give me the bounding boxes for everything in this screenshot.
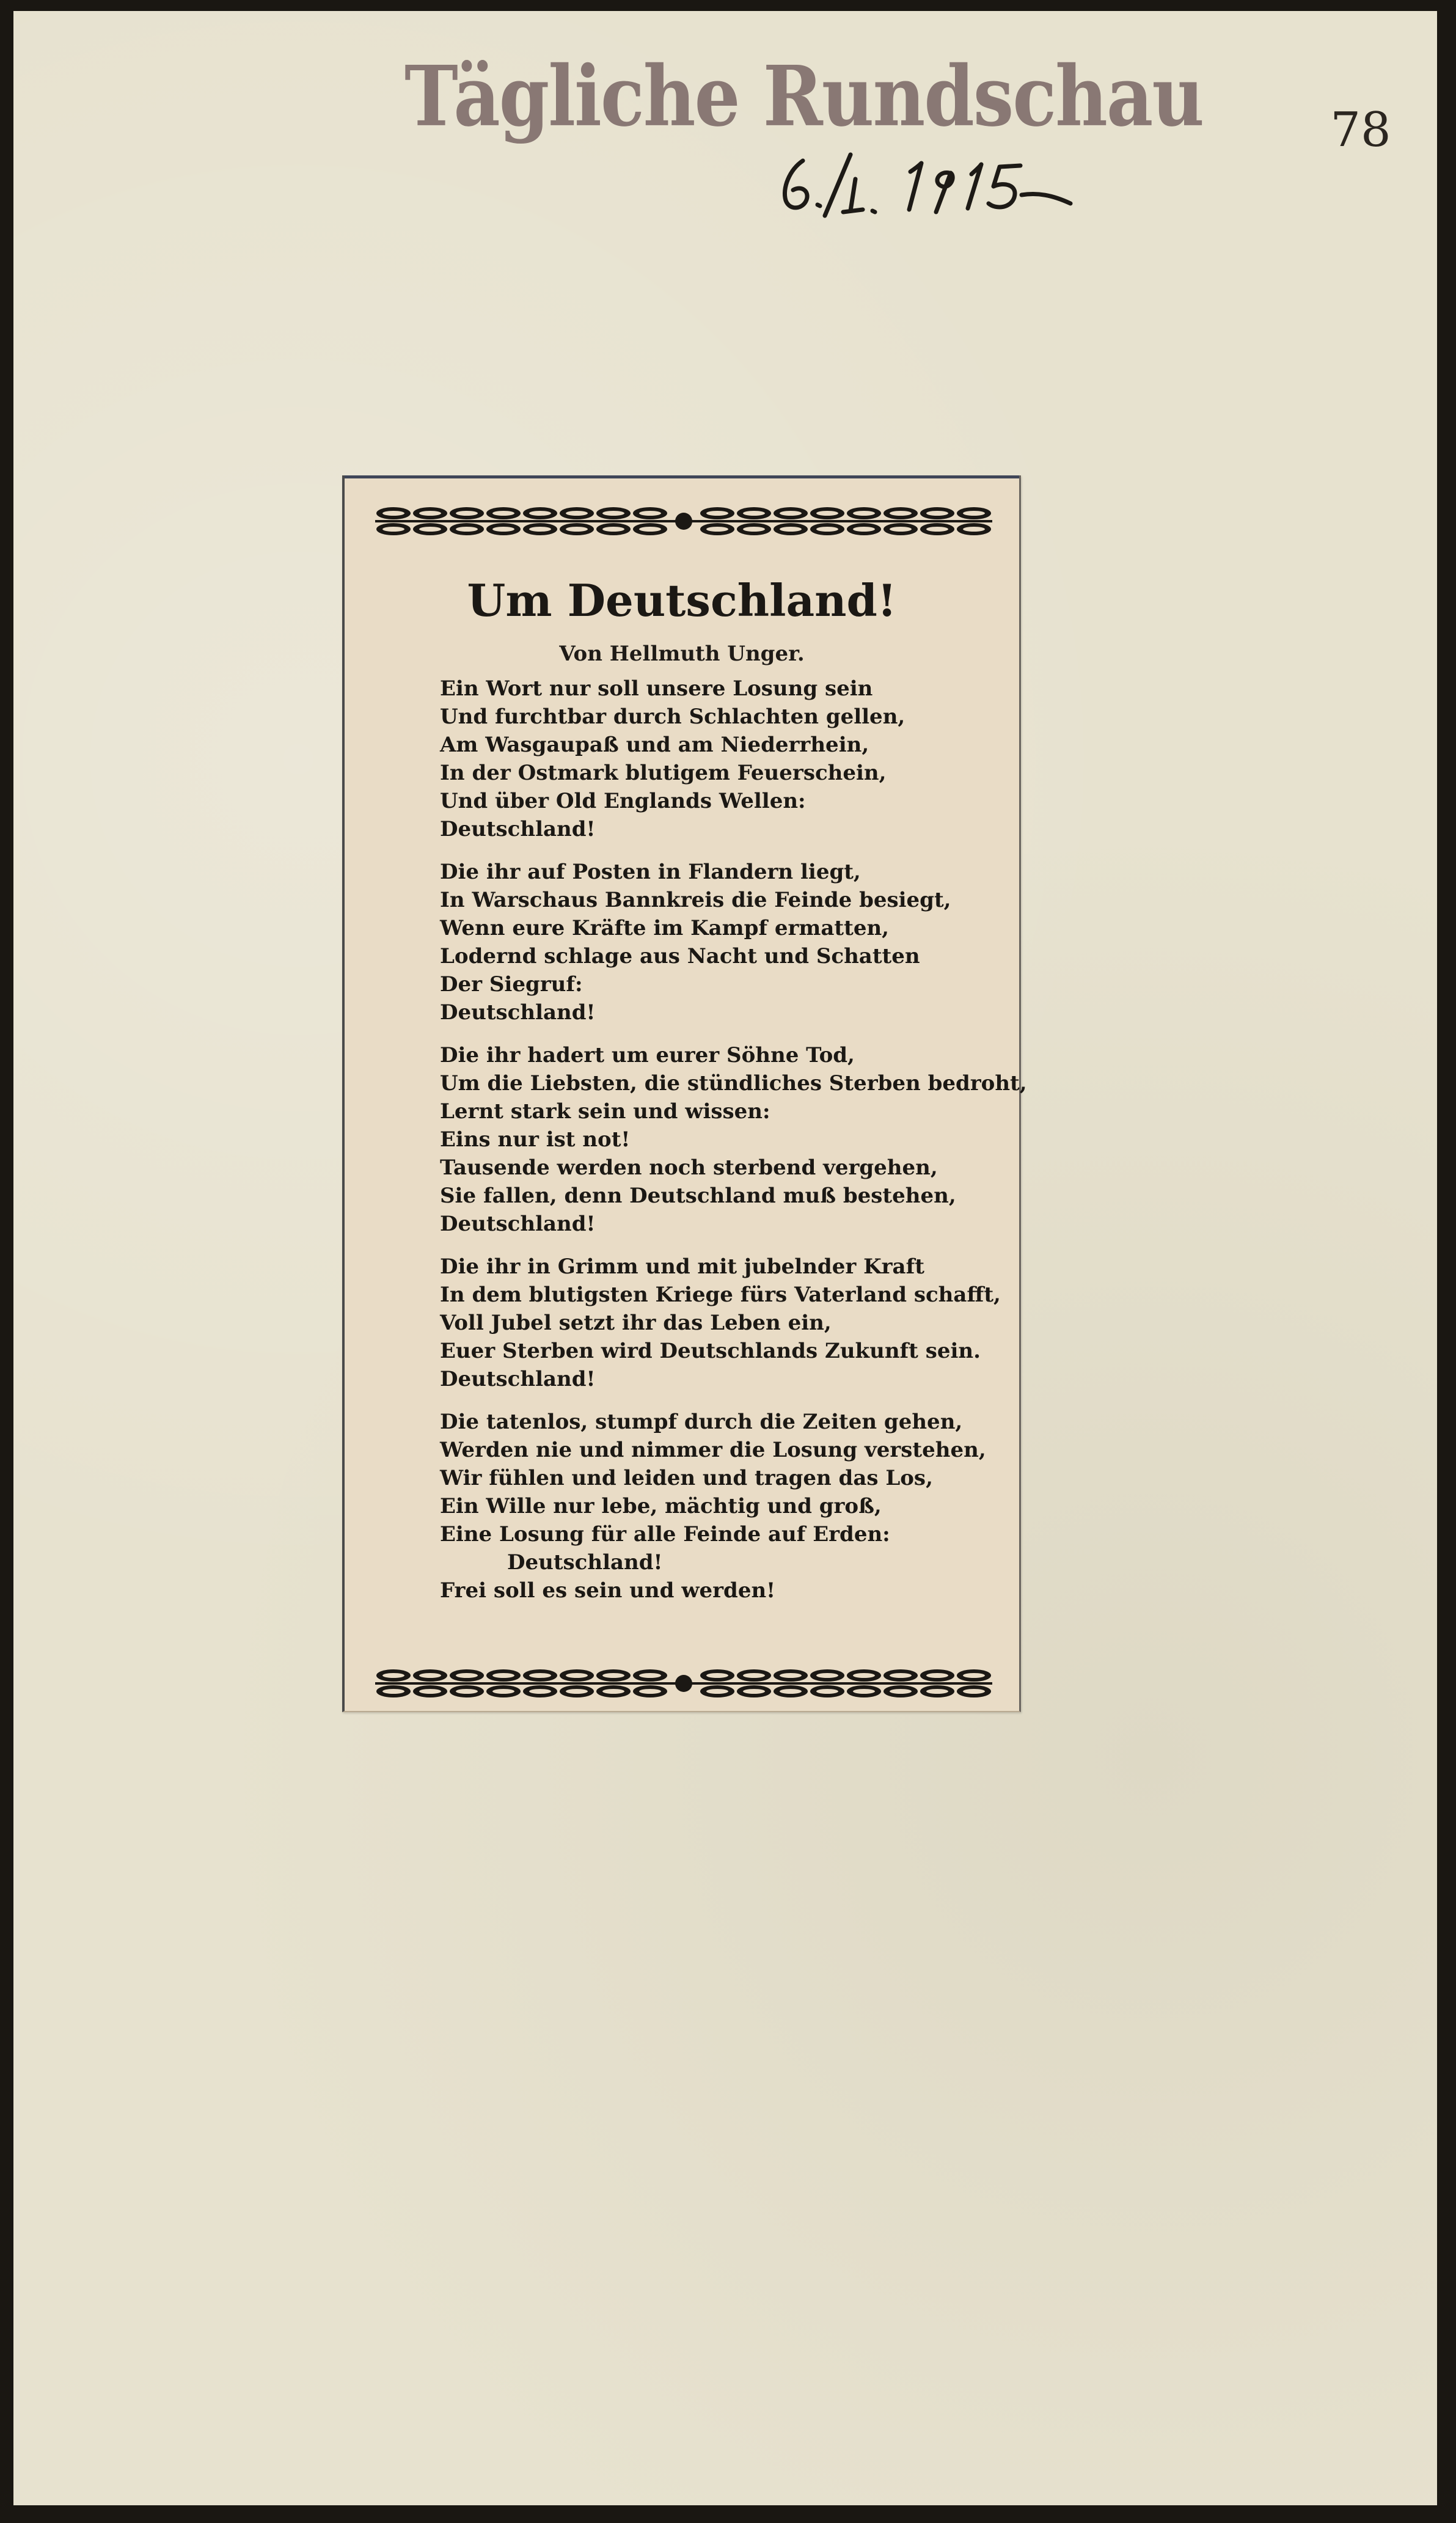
verse-line: Lernt stark sein und wissen:	[440, 1099, 770, 1124]
verse-line: Tausende werden noch sterbend vergehen,	[440, 1155, 938, 1180]
verse-line: Die tatenlos, stumpf durch die Zeiten gehen,	[440, 1410, 963, 1434]
verse-line: Sie fallen, denn Deutschland muß bestehen,	[440, 1184, 956, 1208]
verse-line: In der Ostmark blutigem Feuerschein,	[440, 761, 887, 785]
stanza-3	[440, 1041, 1027, 1238]
newspaper-clipping	[342, 475, 1027, 1712]
clipping-edge	[345, 475, 1019, 478]
verse-line: Die ihr hadert um eurer Söhne Tod,	[440, 1043, 855, 1067]
poem-author: Von Hellmuth Unger.	[559, 642, 805, 666]
verse-line: Euer Sterben wird Deutschlands Zukunft sein.	[440, 1339, 981, 1363]
verse-line: Ein Wort nur soll unsere Losung sein	[440, 676, 873, 701]
verse-line: Eine Losung für alle Feinde auf Erden:	[440, 1522, 890, 1547]
verse-line: Wir fühlen und leiden und tragen das Los,	[440, 1466, 933, 1490]
stanza-4	[440, 1253, 1002, 1393]
verse-line: Werden nie und nimmer die Losung verstehen,	[440, 1438, 986, 1462]
page-number: 78	[1330, 103, 1391, 158]
laurel-ornament-top	[369, 500, 998, 543]
verse-line: In Warschaus Bannkreis die Feinde besiegt,	[440, 888, 951, 912]
verse-line: Und über Old Englands Wellen:	[440, 789, 806, 813]
handwritten-date	[765, 136, 1083, 228]
verse-line: Deutschland!	[440, 817, 596, 841]
handwritten-date-signature	[765, 136, 1083, 228]
archive-sheet	[13, 11, 1437, 2505]
laurel-ornament-bottom	[369, 1662, 998, 1705]
verse-line: Deutschland!	[440, 1000, 596, 1025]
verse-line: Deutschland!	[440, 1212, 596, 1236]
verse-line: Und furchtbar durch Schlachten gellen,	[440, 705, 905, 729]
verse-line: Lodernd schlage aus Nacht und Schatten	[440, 944, 920, 969]
verse-line: Eins nur ist not!	[440, 1127, 631, 1152]
newspaper-stamp: Tägliche Rundschau	[404, 47, 1204, 145]
verse-line: In dem blutigsten Kriege fürs Vaterland schafft,	[440, 1283, 1001, 1307]
stanza-1	[440, 675, 1002, 843]
verse-line: Die ihr auf Posten in Flandern liegt,	[440, 860, 861, 884]
stanza-5	[440, 1408, 1002, 1605]
poem-text	[440, 675, 1027, 1658]
verse-line: Die ihr in Grimm und mit jubelnder Kraft	[440, 1254, 924, 1279]
verse-line: Um die Liebsten, die stündliches Sterben bedroht,	[440, 1071, 1027, 1096]
verse-line: Deutschland!	[507, 1550, 663, 1575]
verse-line: Voll Jubel setzt ihr das Leben ein,	[440, 1311, 832, 1335]
stanza-2	[440, 858, 1002, 1027]
verse-line: Der Siegruf:	[440, 972, 583, 997]
poem-title: Um Deutschland!	[467, 574, 897, 626]
verse-line: Deutschland!	[440, 1367, 596, 1391]
verse-line: Frei soll es sein und werden!	[440, 1578, 776, 1603]
verse-line: Ein Wille nur lebe, mächtig und groß,	[440, 1494, 882, 1518]
verse-line: Am Wasgaupaß und am Niederrhein,	[440, 733, 869, 757]
verse-line: Wenn eure Kräfte im Kampf ermatten,	[440, 916, 890, 940]
